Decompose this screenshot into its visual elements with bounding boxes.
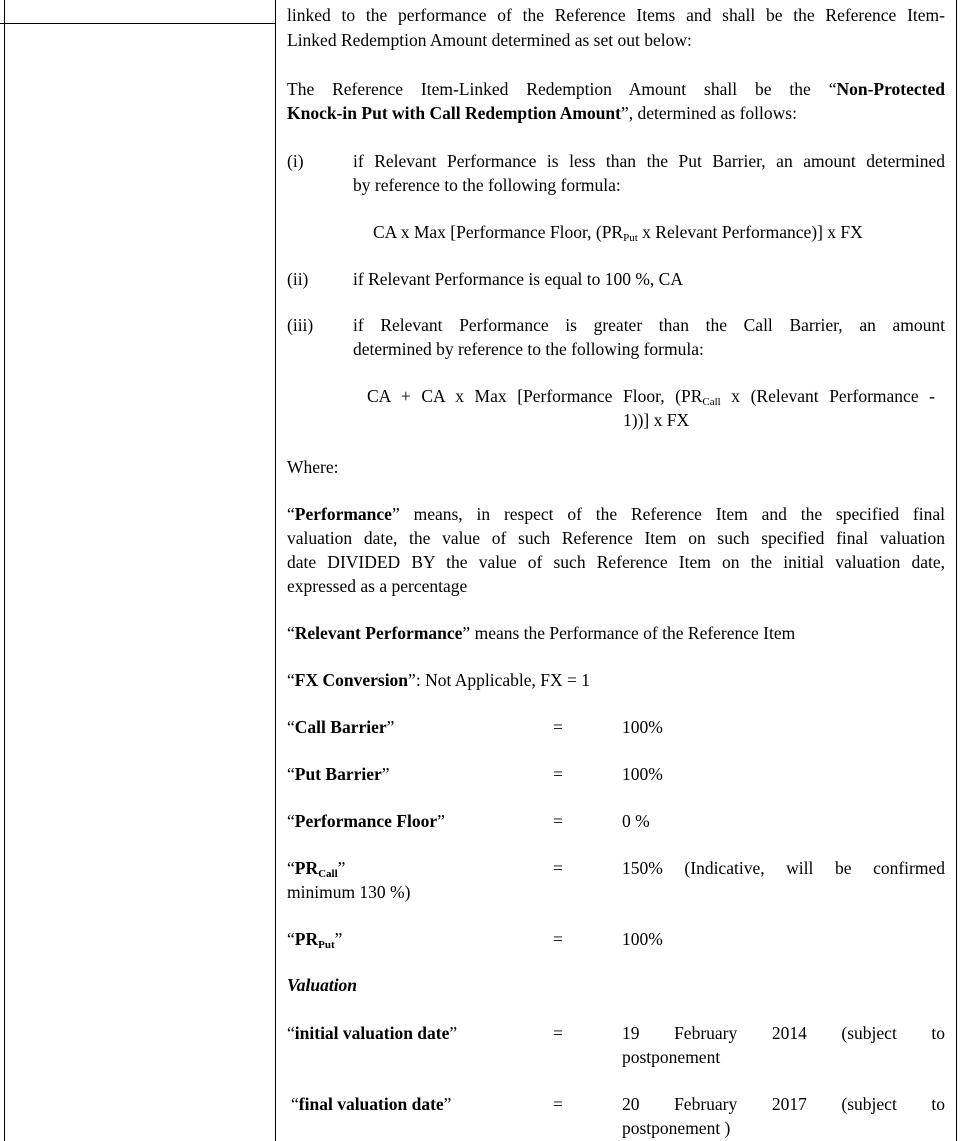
term-value-put-barrier: 100% [622,764,663,784]
item-iii-line-2: determined by reference to the following formula: [353,339,704,359]
where-label: Where: [287,457,339,477]
item-number-ii: (ii) [287,269,309,289]
term-label-put-barrier: “Put Barrier” [287,764,390,784]
term-eq-pr-call: = [553,858,563,878]
initial-valuation-date-label: “initial valuation date” [287,1023,458,1043]
item-iii-formula-line-2: 1))] x FX [623,410,690,430]
final-valuation-date-label: “final valuation date” [291,1094,452,1114]
item-ii-line-1: if Relevant Performance is equal to 100 %, CA [353,269,683,289]
term-label-pr-put: “$PR_{Put}$” [287,929,343,951]
final-valuation-date-value-line-1: 20 February 2017 (subject to [622,1094,945,1114]
item-iii-formula-line-1: CA + CA x Max [Performance Floor, ($PR_{Call}$ x (Relevant Performance - [367,386,935,408]
final-valuation-date-eq: = [553,1094,563,1114]
initial-valuation-date-value-line-2: postponement [622,1047,721,1067]
performance-definition-line-2: valuation date, the value of such Reference Item on such specified final valuation [287,528,945,548]
intro-line-1: linked to the performance of the Reference Items and shall be the Reference Item- [287,5,945,25]
term-value-pr-call-line-2: minimum 130 %) [287,882,411,902]
intro-line-2: Linked Redemption Amount determined as set out below: [287,30,692,50]
performance-definition-line-3: date DIVIDED BY the value of such Reference Item on the initial valuation date, [287,552,945,572]
item-number-iii: (iii) [287,315,314,335]
term-label-call-barrier: “Call Barrier” [287,717,395,737]
performance-definition-line-4: expressed as a percentage [287,576,468,596]
term-eq-pr-put: = [553,929,563,949]
item-i-line-1: if Relevant Performance is less than the Put Barrier, an amount determined [353,151,945,171]
term-value-pr-put: 100% [622,929,663,949]
table-column-divider [275,0,276,1141]
final-valuation-date-value-line-2: postponement ) [622,1118,731,1138]
fx-conversion-definition: “FX Conversion”: Not Applicable, FX = 1 [287,670,590,690]
item-i-formula: CA x Max [Performance Floor, ($PR_{Put}$ x Relevant Performance)] x FX [373,222,863,244]
term-eq-put-barrier: = [553,764,563,784]
redemption-line-2: Knock-in Put with Call Redemption Amount”, determined as follows: [287,103,797,123]
item-iii-line-1: if Relevant Performance is greater than the Call Barrier, an amount [353,315,945,335]
initial-valuation-date-eq: = [553,1023,563,1043]
item-i-line-2: by reference to the following formula: [353,175,621,195]
relevant-performance-definition: “Relevant Performance” means the Performance of the Reference Item [287,623,796,643]
term-eq-call-barrier: = [553,717,563,737]
item-number-i: (i) [287,151,304,171]
valuation-heading: Valuation [287,975,358,995]
term-value-performance-floor: 0 % [622,811,650,831]
table-border-right [956,0,957,1141]
redemption-line-1: The Reference Item-Linked Redemption Amount shall be the “Non-Protected [287,79,945,99]
term-value-pr-call-line-1: 150% (Indicative, will be confirmed [622,858,945,878]
term-label-pr-call: “$PR_{Call}$” [287,858,346,880]
table-border-left [4,0,5,1141]
term-label-performance-floor: “Performance Floor” [287,811,445,831]
table-row-divider [0,23,275,24]
performance-definition-line-1: “Performance” means, in respect of the Reference Item and the specified final [287,504,945,524]
term-eq-performance-floor: = [553,811,563,831]
term-value-call-barrier: 100% [622,717,663,737]
initial-valuation-date-value-line-1: 19 February 2014 (subject to [622,1023,945,1043]
